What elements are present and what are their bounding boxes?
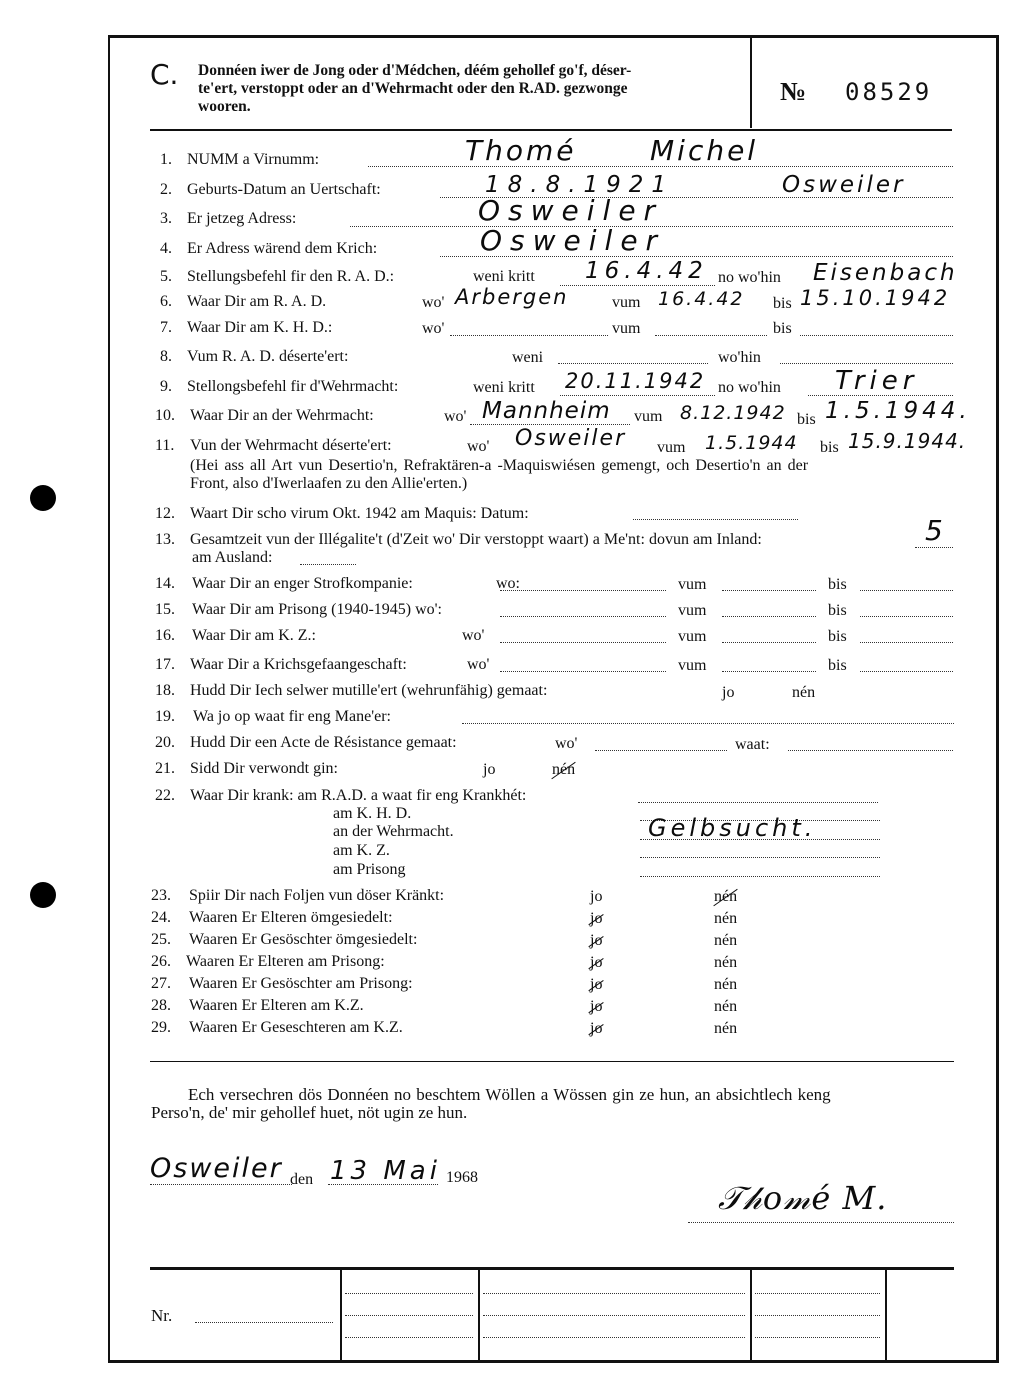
- field-label: vum: [678, 628, 707, 645]
- abroad-months-field[interactable]: [300, 564, 356, 565]
- table-cell-line[interactable]: [755, 1293, 880, 1294]
- declaration-text: Ech versechren dös Donnéen no beschtem Wöllen a Wössen gin ze hun, an absichtlech keng: [188, 1085, 831, 1104]
- punch-hole: [30, 882, 56, 908]
- row-number: 2.: [160, 181, 172, 198]
- frame-right: [996, 36, 999, 1363]
- place-field[interactable]: [500, 671, 666, 672]
- option-nen[interactable]: nén: [792, 684, 816, 701]
- row-number: 17.: [155, 656, 175, 673]
- field-label: am Ausland:: [192, 549, 273, 566]
- field-label: Waaren Er Gesöschter ömgesiedelt:: [189, 931, 418, 948]
- field-label: wo': [467, 438, 490, 455]
- signature: 𝒯𝒽𝑜𝓂𝑒́ 𝑀.: [718, 1179, 888, 1217]
- field-line: [915, 547, 953, 548]
- field-label: Waar Dir am K. Z.:: [192, 627, 316, 644]
- row-number: 29.: [151, 1019, 171, 1036]
- signing-place-value[interactable]: Osweiler: [150, 1153, 283, 1184]
- from-field[interactable]: [722, 642, 816, 643]
- field-label: wo'hin: [718, 349, 761, 366]
- option-jo-text: jo: [590, 910, 603, 927]
- row-number: 26.: [151, 953, 171, 970]
- field-label: NUMM a Virnumm:: [187, 151, 320, 168]
- field-label: Waaren Er Elteren ömgesiedelt:: [189, 909, 393, 926]
- field-label: Waaren Er Elteren am Prisong:: [186, 953, 385, 970]
- field-label: Wa jo op waat fir eng Mane'er:: [193, 708, 391, 725]
- field-label: Vun der Wehrmacht déserte'ert:: [190, 437, 392, 454]
- illness-rad-field[interactable]: [638, 802, 878, 803]
- row-number: 1.: [160, 151, 172, 168]
- field-label: Hudd Dir een Acte de Résistance gemaat:: [190, 734, 457, 751]
- field-label: bis: [828, 576, 847, 593]
- field-label: Waaren Er Gesöschter am Prisong:: [189, 975, 413, 992]
- section-title-line2: te'ert, verstoppt oder an d'Wehrmacht oder den R.AD. gezwonge: [198, 80, 628, 97]
- option-jo[interactable]: [590, 1019, 602, 1039]
- desertion-to-value[interactable]: 15.9.1944.: [848, 429, 967, 453]
- khd-to-field[interactable]: [800, 335, 953, 336]
- wehrmacht-order-place-value[interactable]: Trier: [835, 366, 919, 396]
- field-label: Vum R. A. D. déserte'ert:: [187, 348, 349, 365]
- option-jo[interactable]: [590, 887, 602, 907]
- illness-kz-field[interactable]: [640, 857, 880, 858]
- field-label: vum: [678, 602, 707, 619]
- option-jo-text: jo: [590, 998, 603, 1015]
- firstname-value[interactable]: Michel: [650, 134, 759, 167]
- field-label: bis: [797, 411, 816, 428]
- field-line: [560, 395, 715, 396]
- table-col-divider: [750, 1270, 752, 1360]
- place-field[interactable]: [500, 642, 666, 643]
- table-top-rule: [150, 1267, 954, 1270]
- table-cell-line[interactable]: [483, 1337, 745, 1338]
- option-jo[interactable]: [590, 909, 602, 929]
- field-label: Waar Dir an der Wehrmacht:: [190, 407, 374, 424]
- frame-left: [108, 36, 110, 1363]
- table-cell-line[interactable]: [483, 1293, 745, 1294]
- option-nen-text: nén: [714, 932, 738, 949]
- option-nen-text: nén: [714, 976, 738, 993]
- field-label: Waar Dir krank: am R.A.D. a waat fir eng Krankhét:: [190, 787, 527, 804]
- field-label: Waar Dir a Krichsgefaangeschaft:: [190, 656, 407, 673]
- to-field[interactable]: [860, 642, 953, 643]
- field-line: [470, 424, 630, 425]
- sub-label: am K. H. D.: [333, 805, 412, 822]
- signing-year: 1968: [446, 1169, 478, 1186]
- field-label: weni kritt: [473, 268, 535, 285]
- row-number: 12.: [155, 505, 175, 522]
- row-number: 13.: [155, 531, 175, 548]
- row-number: 21.: [155, 760, 175, 777]
- option-nen[interactable]: [714, 953, 737, 973]
- from-field[interactable]: [722, 616, 816, 617]
- wehrmacht-from-value[interactable]: 8.12.1942: [680, 402, 786, 424]
- table-col-divider: [478, 1270, 480, 1360]
- frame-top: [108, 35, 999, 38]
- field-label: wo': [467, 656, 490, 673]
- note-text: Front, also d'Iwerlaafen zu den Allie'erten.): [190, 475, 468, 492]
- option-nen-text: nén: [714, 1020, 738, 1037]
- field-label: Waar Dir am R. A. D.: [187, 293, 327, 310]
- wartime-address-value[interactable]: Osweiler: [480, 224, 666, 257]
- row-number: 25.: [151, 931, 171, 948]
- nr-label: Nr.: [151, 1306, 173, 1325]
- field-label: wo': [422, 294, 445, 311]
- row-number: 28.: [151, 997, 171, 1014]
- rad-from-value[interactable]: 16.4.42: [658, 288, 745, 310]
- row-number: 23.: [151, 887, 171, 904]
- field-label: bis: [773, 320, 792, 337]
- row-number: 20.: [155, 734, 175, 751]
- row-number: 14.: [155, 575, 175, 592]
- birth-date-value[interactable]: 18.8.1921: [485, 172, 675, 198]
- field-label: no wo'hin: [718, 379, 781, 396]
- row-number: 18.: [155, 682, 175, 699]
- row-number: 7.: [160, 319, 172, 336]
- field-label: Er jetzeg Adress:: [187, 210, 297, 227]
- option-nen[interactable]: [714, 975, 737, 995]
- field-label: vum: [612, 320, 641, 337]
- option-jo[interactable]: jo: [722, 684, 735, 701]
- field-label: wo': [555, 735, 578, 752]
- option-nen[interactable]: [714, 931, 737, 951]
- note-text: (Hei ass all Art vun Desertio'n, Refraktären-a -Maquiswiésen gemengt, och Desertio'n an der: [190, 457, 809, 474]
- current-address-value[interactable]: Osweiler: [478, 194, 664, 227]
- illness-wehrmacht-value[interactable]: Gelbsucht.: [648, 814, 817, 842]
- field-label: vum: [612, 294, 641, 311]
- resistance-what-field[interactable]: [788, 750, 953, 751]
- field-label: Waart Dir scho virum Okt. 1942 am Maquis: Datum:: [190, 505, 529, 522]
- row-number: 19.: [155, 708, 175, 725]
- field-label: Stellungsbefehl fir den R. A. D.:: [187, 268, 395, 285]
- option-nen[interactable]: [714, 997, 737, 1017]
- section-letter: C.: [150, 58, 179, 91]
- field-label: Waaren Er Elteren am K.Z.: [189, 997, 364, 1014]
- punch-hole: [30, 485, 56, 511]
- place-field[interactable]: [500, 616, 666, 617]
- table-cell-line[interactable]: [345, 1315, 473, 1316]
- desertion-from-value[interactable]: 1.5.1944: [705, 432, 798, 454]
- rad-order-date-value[interactable]: 16.4.42: [585, 258, 708, 284]
- field-label: den: [290, 1171, 314, 1188]
- section-rule: [150, 1061, 954, 1062]
- frame-bottom: [108, 1360, 999, 1363]
- row-number: 22.: [155, 787, 175, 804]
- table-col-divider: [340, 1270, 342, 1360]
- option-jo-text: jo: [590, 1020, 603, 1037]
- wehrmacht-place-value[interactable]: Mannheim: [482, 398, 611, 424]
- field-label: vum: [678, 657, 707, 674]
- row-number: 10.: [155, 407, 175, 424]
- row-number: 6.: [160, 293, 172, 310]
- row-number: 15.: [155, 601, 175, 618]
- field-label: Geburts-Datum an Uertschaft:: [187, 181, 381, 198]
- field-label: Waaren Er Geseschteren am K.Z.: [189, 1019, 403, 1036]
- header-rule: [150, 129, 952, 131]
- to-field[interactable]: [860, 671, 953, 672]
- nr-field[interactable]: [195, 1322, 333, 1323]
- row-number: 27.: [151, 975, 171, 992]
- option-jo[interactable]: jo: [483, 761, 496, 778]
- table-col-divider: [885, 1270, 887, 1360]
- field-label: waat:: [735, 736, 770, 753]
- option-nen-text: nén: [714, 888, 738, 905]
- option-nen-text: nén: [714, 954, 738, 971]
- option-nen-text: nén: [552, 761, 576, 778]
- table-cell-line[interactable]: [483, 1315, 745, 1316]
- field-label: vum: [678, 576, 707, 593]
- field-label: weni: [512, 349, 544, 366]
- field-label: bis: [828, 628, 847, 645]
- rad-desert-date-field[interactable]: [558, 363, 708, 364]
- field-label: Hudd Dir Iech selwer mutille'ert (wehrunfähig) gemaat:: [190, 682, 548, 699]
- field-label: vum: [657, 439, 686, 456]
- from-field[interactable]: [722, 671, 816, 672]
- option-nen-struck[interactable]: [552, 760, 575, 780]
- sub-label: am Prisong: [333, 861, 406, 878]
- option-nen[interactable]: [714, 1019, 737, 1039]
- field-label: Waar Dir an enger Strofkompanie:: [192, 575, 413, 592]
- birth-place-value[interactable]: Osweiler: [782, 172, 906, 198]
- option-nen[interactable]: [714, 909, 737, 929]
- to-field[interactable]: [860, 616, 953, 617]
- field-label: Waar Dir am K. H. D.:: [187, 319, 333, 336]
- field-label: Waar Dir am Prisong (1940-1945) wo':: [192, 601, 442, 618]
- option-nen-text: nén: [714, 910, 738, 927]
- row-number: 24.: [151, 909, 171, 926]
- option-jo[interactable]: [590, 931, 602, 951]
- wehrmacht-to-value[interactable]: 1.5.1944.: [825, 398, 971, 424]
- option-jo[interactable]: [590, 997, 602, 1017]
- desertion-place-value[interactable]: Osweiler: [515, 426, 627, 451]
- khd-from-field[interactable]: [655, 335, 767, 336]
- table-cell-line[interactable]: [755, 1315, 880, 1316]
- field-label: wo': [462, 627, 485, 644]
- option-jo[interactable]: [590, 975, 602, 995]
- field-line: [328, 1184, 438, 1185]
- illness-prison-field[interactable]: [640, 876, 880, 877]
- wehrmacht-order-date-value[interactable]: 20.11.1942: [565, 369, 706, 393]
- field-label: wo:: [496, 575, 520, 592]
- field-label: Stellongsbefehl fir d'Wehrmacht:: [187, 378, 399, 395]
- rad-order-place-value[interactable]: Eisenbach: [813, 260, 958, 286]
- number-symbol: №: [780, 77, 807, 106]
- row-number: 9.: [160, 378, 172, 395]
- rad-desert-place-field[interactable]: [780, 363, 953, 364]
- table-cell-line[interactable]: [345, 1293, 473, 1294]
- field-label: Spiir Dir nach Foljen vun döser Kränkt:: [189, 887, 445, 904]
- rad-to-value[interactable]: 15.10.1942: [800, 286, 951, 310]
- to-field[interactable]: [860, 590, 953, 591]
- place-field[interactable]: [500, 590, 666, 591]
- field-label: vum: [634, 408, 663, 425]
- resistance-place-field[interactable]: [595, 750, 727, 751]
- field-label: bis: [773, 295, 792, 312]
- option-jo-text: jo: [590, 932, 603, 949]
- section-title-line3: wooren.: [198, 98, 251, 115]
- field-line: [150, 1184, 292, 1185]
- sub-label: am K. Z.: [333, 842, 390, 859]
- table-cell-line[interactable]: [755, 1337, 880, 1338]
- mutilation-method-field[interactable]: [462, 723, 954, 724]
- table-cell-line[interactable]: [345, 1337, 473, 1338]
- row-number: 3.: [160, 210, 172, 227]
- inland-months-value[interactable]: 5: [925, 514, 946, 547]
- khd-place-field[interactable]: [450, 335, 608, 336]
- signature-line: [688, 1222, 954, 1223]
- option-nen-text: nén: [714, 998, 738, 1015]
- form-number: 08529: [845, 78, 933, 106]
- row-number: 16.: [155, 627, 175, 644]
- row-number: 4.: [160, 240, 172, 257]
- from-field[interactable]: [722, 590, 816, 591]
- option-jo[interactable]: [590, 953, 602, 973]
- row-number: 8.: [160, 348, 172, 365]
- option-jo-text: jo: [590, 888, 603, 905]
- field-label: Sidd Dir verwondt gin:: [190, 760, 338, 777]
- field-label: wo': [422, 320, 445, 337]
- field-label: weni kritt: [473, 379, 535, 396]
- field-label: bis: [820, 439, 839, 456]
- maquis-date-field[interactable]: [633, 519, 798, 520]
- field-label: no wo'hin: [718, 269, 781, 286]
- option-jo-text: jo: [590, 976, 603, 993]
- field-label: Gesamtzeit vun der Illégalite't (d'Zeit wo' Dir verstoppt waart) a Me'nt: dovun am Inland:: [190, 531, 762, 548]
- field-label: Er Adress wärend dem Krich:: [187, 240, 378, 257]
- header-divider: [750, 38, 752, 128]
- field-label: wo': [444, 408, 467, 425]
- field-label: bis: [828, 657, 847, 674]
- rad-place-value[interactable]: Arbergen: [455, 285, 569, 309]
- surname-value[interactable]: Thomé: [465, 134, 577, 167]
- section-title-line1: Donnéen iwer de Jong oder d'Médchen, déém gehollef go'f, déser-: [198, 62, 632, 79]
- option-nen[interactable]: [714, 887, 737, 907]
- field-label: bis: [828, 602, 847, 619]
- option-jo-text: jo: [590, 954, 603, 971]
- row-number: 11.: [155, 437, 175, 454]
- sub-label: an der Wehrmacht.: [333, 823, 454, 840]
- row-number: 5.: [160, 268, 172, 285]
- declaration-text: Perso'n, de' mir gehollef huet, nöt ugin ze hun.: [151, 1103, 468, 1122]
- signing-date-value[interactable]: 13 Mai: [330, 1156, 441, 1186]
